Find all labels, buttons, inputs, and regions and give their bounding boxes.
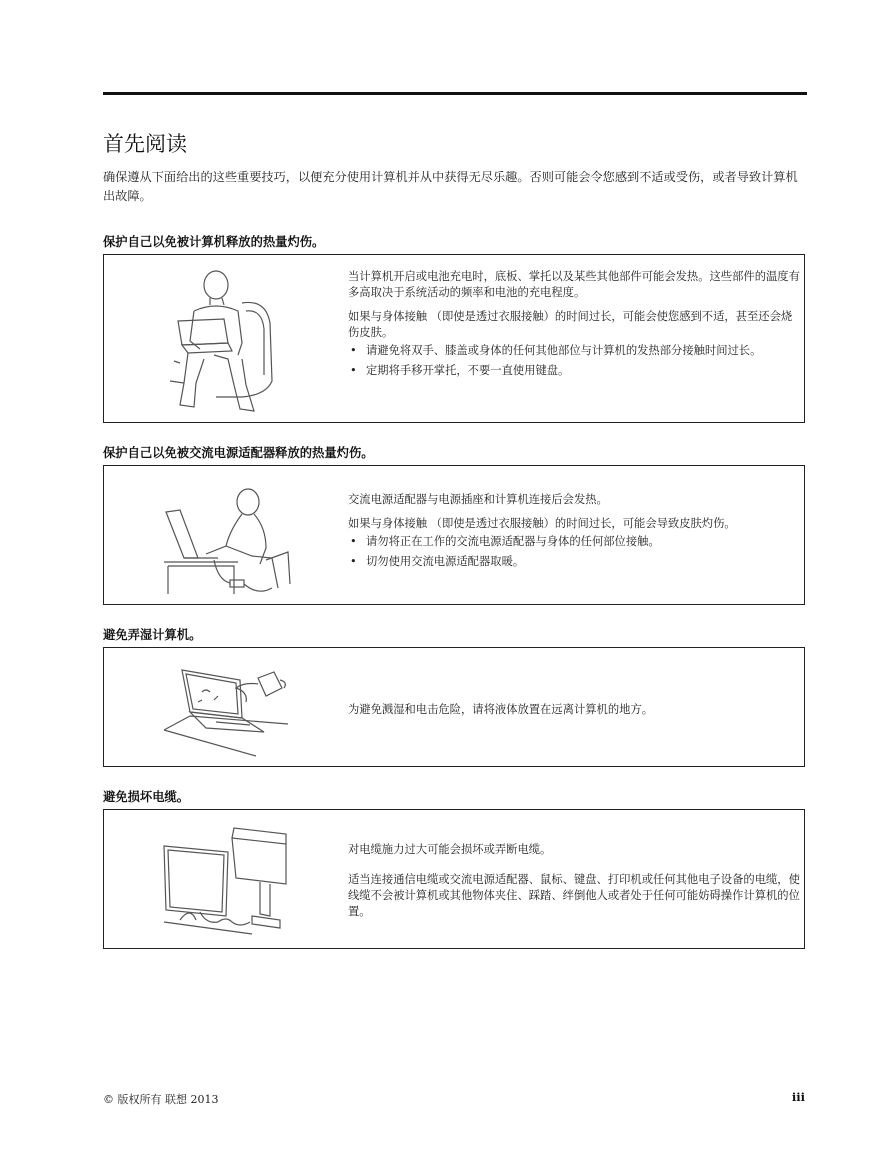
notice-text-liquid xyxy=(348,702,800,726)
notice-paragraph: 当计算机开启或电池充电时，底板、掌托以及某些其他部件可能会发热。这些部件的温度有多高取决于系统活动的频率和电池的充电程度。 xyxy=(348,270,800,299)
notice-paragraph: 对电缆施力过大可能会损坏或弄断电缆。 xyxy=(348,843,552,856)
notice-paragraph: 如果与身体接触 （即使是透过衣服接触）的时间过长，可能会导致皮肤灼伤。 xyxy=(348,517,736,530)
bullet-dot: • xyxy=(350,555,357,568)
notice-bullet-item: • 请避免将双手、膝盖或身体的任何其他部位与计算机的发热部分接触时间过长。 xyxy=(350,344,762,357)
page-title: 首先阅读 xyxy=(103,132,187,156)
adapter-heat-illustration xyxy=(154,484,294,596)
liquid-spill-illustration xyxy=(160,660,292,760)
notice-paragraph: 适当连接通信电缆或交流电源适配器、鼠标、键盘、打印机或任何其他电子设备的电缆，使线缆不会被计算机或其他物体夹住、踩踏、绊倒他人或者处于任何可能妨碍操作计算机的位置。 xyxy=(348,873,800,918)
notice-bullet-list xyxy=(348,534,800,570)
cable-damage-illustration xyxy=(160,824,290,936)
notice-bullet-item: • 定期将手移开掌托，不要一直使用键盘。 xyxy=(350,364,570,377)
notice-paragraph: 如果与身体接触 （即使是透过衣服接触）的时间过长，可能会使您感到不适，甚至还会烧伤皮肤。 xyxy=(348,310,793,339)
notice-paragraph: 交流电源适配器与电源插座和计算机连接后会发热。 xyxy=(348,493,608,506)
laptop-on-lap-illustration xyxy=(154,263,274,415)
bullet-dot: • xyxy=(350,364,357,377)
notice-bullet-item: • 请勿将正在工作的交流电源适配器与身体的任何部位接触。 xyxy=(350,535,660,548)
footer-copyright: © 版权所有 联想 2013 xyxy=(103,1093,219,1106)
notice-text-cable xyxy=(348,842,800,928)
notice-bullet-item: • 切勿使用交流电源适配器取暖。 xyxy=(350,555,525,568)
notice-paragraph: 为避免溅湿和电击危险，请将液体放置在远离计算机的地方。 xyxy=(348,703,654,716)
bullet-dot: • xyxy=(350,535,357,548)
notice-text-laptop-heat xyxy=(348,269,800,383)
top-rule xyxy=(103,92,807,95)
notice-box-adapter-heat xyxy=(103,465,805,605)
section-heading-laptop-heat: 保护自己以免被计算机释放的热量灼伤。 xyxy=(103,235,325,249)
page-number: iii xyxy=(791,1090,805,1104)
section-heading-cable: 避免损坏电缆。 xyxy=(103,790,190,804)
notice-bullet-list xyxy=(348,343,800,379)
intro-paragraph: 确保遵从下面给出的这些重要技巧，以便充分使用计算机并从中获得无尽乐趣。否则可能会令您感到不适或受伤，或者导致计算机出故障。 xyxy=(103,170,798,203)
notice-box-cable xyxy=(103,809,805,949)
bullet-dot: • xyxy=(350,344,357,357)
section-heading-liquid: 避免弄湿计算机。 xyxy=(103,628,202,642)
notice-text-adapter-heat xyxy=(348,492,800,574)
notice-box-laptop-heat xyxy=(103,254,805,423)
section-heading-adapter-heat: 保护自己以免被交流电源适配器释放的热量灼伤。 xyxy=(103,446,374,460)
notice-box-liquid xyxy=(103,647,805,767)
